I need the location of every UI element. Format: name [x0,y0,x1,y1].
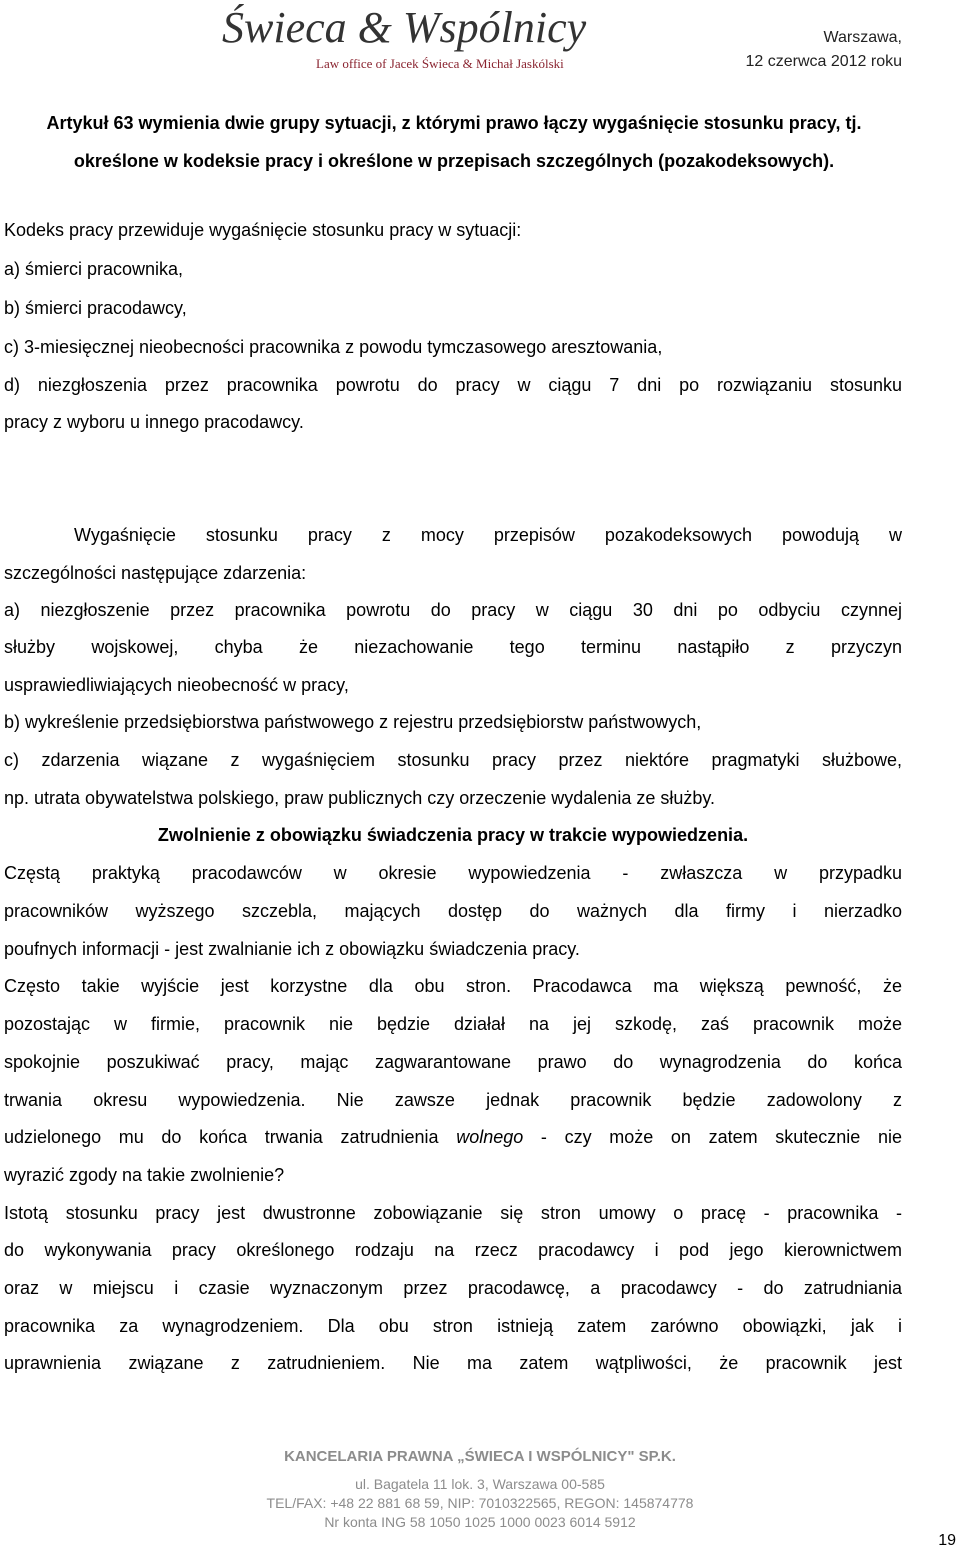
section2-intro-line2: szczególności następujące zdarzenia: [4,563,307,583]
body-line-8-start: udzielonego mu do końca trwania zatrudnienia [4,1127,457,1147]
page-number: 19 [938,1532,956,1549]
body-line-4: Często takie wyjście jest korzystne dla obu stron. Pracodawca ma większą pewność, że [4,976,902,996]
firm-logo [222,2,702,78]
section2-item-b: b) wykreślenie przedsiębiorstwa państwowego z rejestru przedsiębiorstw państwowych, [4,712,702,732]
footer-contact: TEL/FAX: +48 22 881 68 59, NIP: 7010322565, REGON: 145874778 [266,1495,694,1511]
section2-item-a-line1: a) niezgłoszenie przez pracownika powrotu do pracy w ciągu 30 dni po odbyciu czynnej [4,600,902,620]
section2-item-a-line2: służby wojskowej, chyba że niezachowanie tego terminu nastąpiło z przyczyn [4,637,902,657]
list-item-d-line2: pracy z wyboru u innego pracodawcy. [4,412,304,432]
body-line-1: Częstą praktyką pracodawców w okresie wypowiedzenia - zwłaszcza w przypadku [4,863,902,883]
list-item-d-line1: d) niezgłoszenia przez pracownika powrotu do pracy w ciągu 7 dni po rozwiązaniu stosunku [4,375,902,395]
footer-address: ul. Bagatela 11 lok. 3, Warszawa 00-585 [355,1476,605,1492]
intro-paragraph: Artykuł 63 wymienia dwie grupy sytuacji, z którymi prawo łączy wygaśnięcie stosunku pracy, tj. określone w kodeksie pracy i określone w przepisach szczególnych (pozakodeksowych). [46,113,862,171]
section-heading: Zwolnienie z obowiązku świadczenia pracy w trakcie wypowiedzenia. [157,825,749,845]
body-line-6: spokojnie poszukiwać pracy, mając zagwarantowane prawo do wynagrodzenia do końca [4,1052,902,1072]
body-line-9: wyrazić zgody na takie zwolnienie? [4,1165,285,1185]
section2-intro-line1: Wygaśnięcie stosunku pracy z mocy przepisów pozakodeksowych powodują w [74,525,902,545]
section2-item-c-line1: c) zdarzenia wiązane z wygaśnięciem stosunku pracy przez niektóre pragmatyki służbowe, [4,750,902,770]
header-date: 12 czerwca 2012 roku [745,53,902,70]
body-line-8-end: - czy może on zatem skutecznie nie [523,1127,902,1147]
header-date-block [745,26,902,74]
footer-account: Nr konta ING 58 1050 1025 1000 0023 6014 5912 [324,1514,636,1530]
body-line-14: uprawnienia związane z zatrudnieniem. Nie ma zatem wątpliwości, że pracownik jest [4,1353,902,1373]
footer-company: KANCELARIA PRAWNA „ŚWIECA I WSPÓLNICY" SP.K. [284,1448,676,1465]
body-line-12: oraz w miejscu i czasie wyznaczonym przez pracodawcę, a pracodawcy - do zatrudniania [4,1278,902,1298]
section2-item-a-line3: usprawiedliwiających nieobecność w pracy, [4,675,349,695]
body-line-5: pozostając w firmie, pracownik nie będzie działał na jej szkodę, zaś pracownik może [4,1014,902,1034]
list-item-a: a) śmierci pracownika, [4,259,184,279]
body-line-3: poufnych informacji - jest zwalnianie ich z obowiązku świadczenia pracy. [4,939,580,959]
logo-name: Świeca & Wspólnicy [222,3,587,52]
header-city: Warszawa, [823,29,902,46]
body-line-2: pracowników wyższego szczebla, mających dostęp do ważnych dla firmy i nierzadko [4,901,902,921]
italic-word: wolnego [456,1127,524,1147]
list-item-b: b) śmierci pracodawcy, [4,298,187,318]
body-line-8 [4,1127,902,1148]
section1-lead: Kodeks pracy przewiduje wygaśnięcie stosunku pracy w sytuacji: [4,220,522,240]
logo-subtitle: Law office of Jacek Świeca & Michał Jaskólski [316,56,564,71]
body-line-11: do wykonywania pracy określonego rodzaju na rzecz pracodawcy i pod jego kierownictwem [4,1240,902,1260]
body-line-10: Istotą stosunku pracy jest dwustronne zobowiązanie się stron umowy o pracę - pracownika - [4,1203,902,1223]
list-item-c: c) 3-miesięcznej nieobecności pracownika z powodu tymczasowego aresztowania, [4,337,663,357]
section2-item-c-line2: np. utrata obywatelstwa polskiego, praw publicznych czy orzeczenie wydalenia ze służby. [4,788,716,808]
body-line-7: trwania okresu wypowiedzenia. Nie zawsze jednak pracownik będzie zadowolony z [4,1090,902,1110]
body-line-13: pracownika za wynagrodzeniem. Dla obu stron istnieją zatem zarówno obowiązki, jak i [4,1316,902,1336]
